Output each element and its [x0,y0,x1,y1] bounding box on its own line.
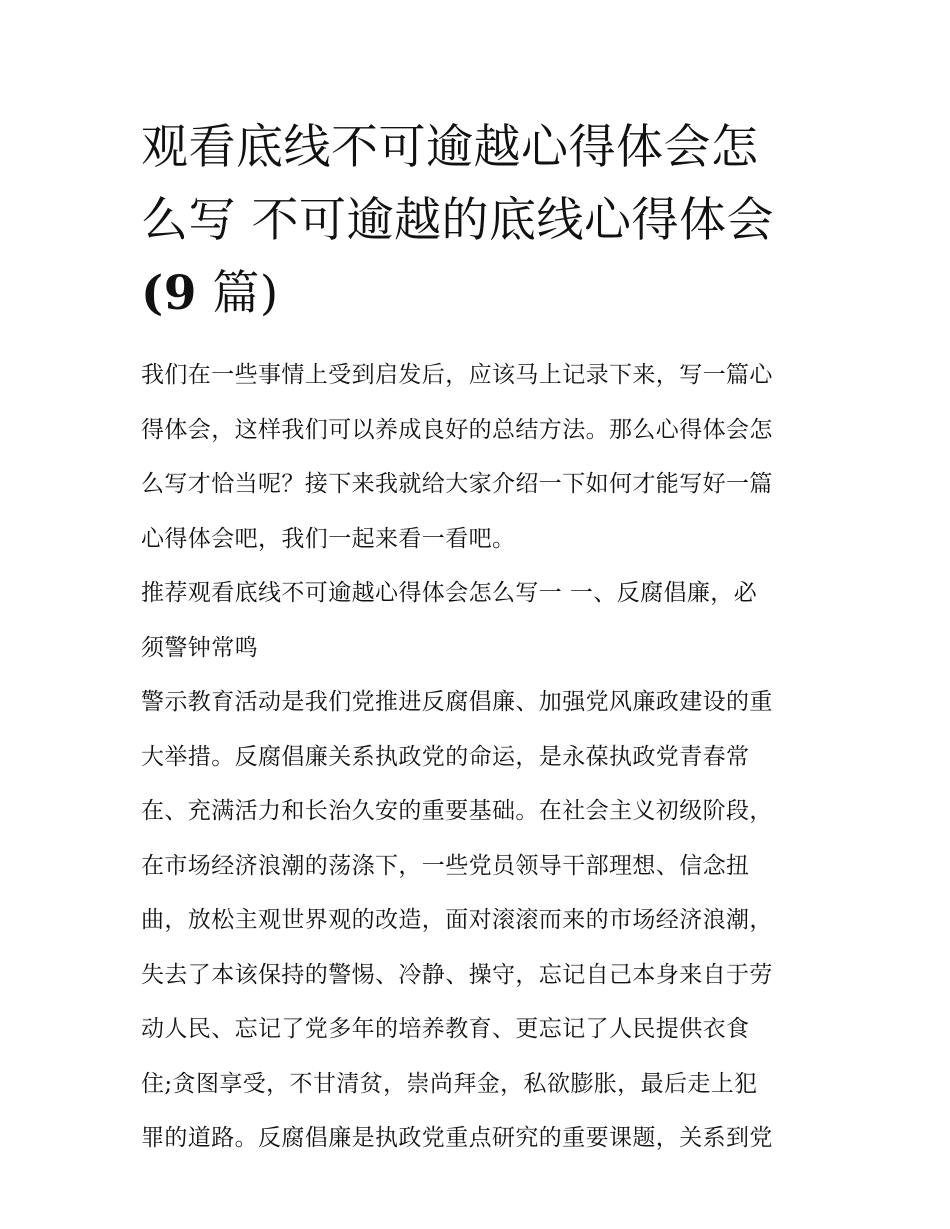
body-line: 须警钟常鸣 [141,634,258,661]
document-body [141,348,813,1166]
title-count: (9 [141,266,197,321]
body-line: 警示教育活动是我们党推进反腐倡廉、加强党风廉政建设的重 [141,689,773,715]
body-line: 住;贪图享受，不甘清贫，崇尚拜金，私欲膨胀，最后走上犯 [141,1070,758,1097]
body-line: 推荐观看底线不可逾越心得体会怎么写一 一、反腐倡廉，必 [141,580,758,606]
body-line: 我们在一些事情上受到启发后，应该马上记录下来，写一篇心 [141,362,773,388]
body-line: 动人民、忘记了党多年的培养教育、更忘记了人民提供衣食 [141,1016,750,1042]
body-line: 在、充满活力和长治久安的重要基础。在社会主义初级阶段， [141,798,773,824]
body-line: 在市场经济浪潮的荡涤下，一些党员领导干部理想、信念扭 [141,852,750,879]
body-line: 失去了本该保持的警惕、冷静、操守，忘记自己本身来自于劳 [141,961,773,988]
document-content [141,111,813,1166]
document-title [141,111,813,330]
body-line: 得体会，这样我们可以养成良好的总结方法。那么心得体会怎 [141,416,773,443]
body-line: 大举措。反腐倡廉关系执政党的命运，是永葆执政党青春常 [141,743,750,770]
body-line: 曲，放松主观世界观的改造，面对滚滚而来的市场经济浪潮， [141,907,773,933]
body-line: 心得体会吧，我们一起来看一看吧。 [141,525,516,552]
title-line: 么写 不可逾越的底线心得体会 [141,193,774,248]
body-line: 罪的道路。反腐倡廉是执政党重点研究的重要课题，关系到党 [141,1125,773,1151]
title-count-suffix: 篇) [196,266,279,321]
title-line: 观看底线不可逾越心得体会怎 [141,120,759,175]
body-line: 么写才恰当呢？接下来我就给大家介绍一下如何才能写好一篇 [141,471,773,497]
